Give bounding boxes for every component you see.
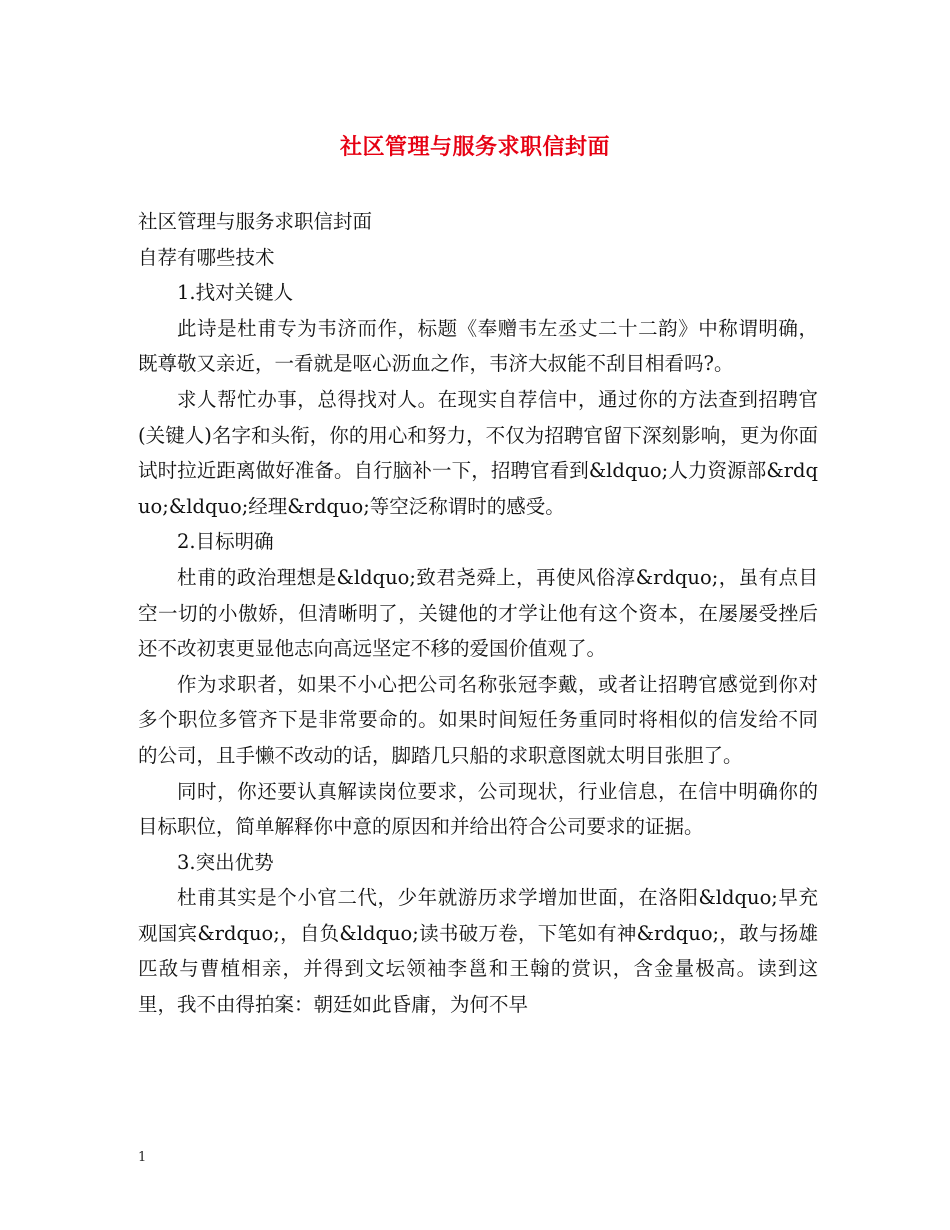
paragraph: 同时，你还要认真解读岗位要求，公司现状，行业信息，在信中明确你的目标职位，简单解释你中意的原因和并给出符合公司要求的证据。 [138,779,818,839]
paragraph: 此诗是杜甫专为韦济而作，标题《奉赠韦左丞丈二十二韵》中称谓明确，既尊敬又亲近，一看就是呕心沥血之作，韦济大叔能不刮目相看吗?。 [138,316,818,376]
page-number: 1 [138,1150,147,1165]
paragraph: 2.目标明确 [177,530,274,554]
paragraph: 杜甫其实是个小官二代，少年就游历求学增加世面，在洛阳&ldquo;早充观国宾&rdquo;，自负&ldquo;读书破万卷，下笔如有神&rdquo;，敢与扬雄匹敌与曹植相亲，并得到文坛领袖李邕和王翰的赏识，含金量极高。读到这里，我不由得拍案：朝廷如此昏庸，为何不早 [138,886,818,1017]
page-title: 社区管理与服务求职信封面 [339,134,610,160]
paragraph: 杜甫的政治理想是&ldquo;致君尧舜上，再使风俗淳&rdquo;，虽有点目空一切的小傲娇，但清晰明了，关键他的才学让他有这个资本，在屡屡受挫后还不改初衷更显他志向高远坚定不移的爱国价值观了。 [138,565,818,661]
document-body [138,204,818,1023]
paragraph: 作为求职者，如果不小心把公司名称张冠李戴，或者让招聘官感觉到你对多个职位多管齐下是非常要命的。如果时间短任务重同时将相似的信发给不同的公司，且手懒不改动的话，脚踏几只船的求职意图就太明目张胆了。 [138,672,818,767]
paragraph: 3.突出优势 [177,850,274,874]
paragraph: 求人帮忙办事，总得找对人。在现实自荐信中，通过你的方法查到招聘官(关键人)名字和头衔，你的用心和努力，不仅为招聘官留下深刻影响，更为你面试时拉近距离做好准备。自行脑补一下，招聘官看到&ldquo;人力资源部&rdquo;&ldquo;经理&rdquo;等空泛称谓时的感受。 [138,387,818,518]
paragraph: 社区管理与服务求职信封面 [138,210,373,233]
paragraph: 1.找对关键人 [177,281,294,305]
paragraph: 自荐有哪些技术 [138,245,275,269]
